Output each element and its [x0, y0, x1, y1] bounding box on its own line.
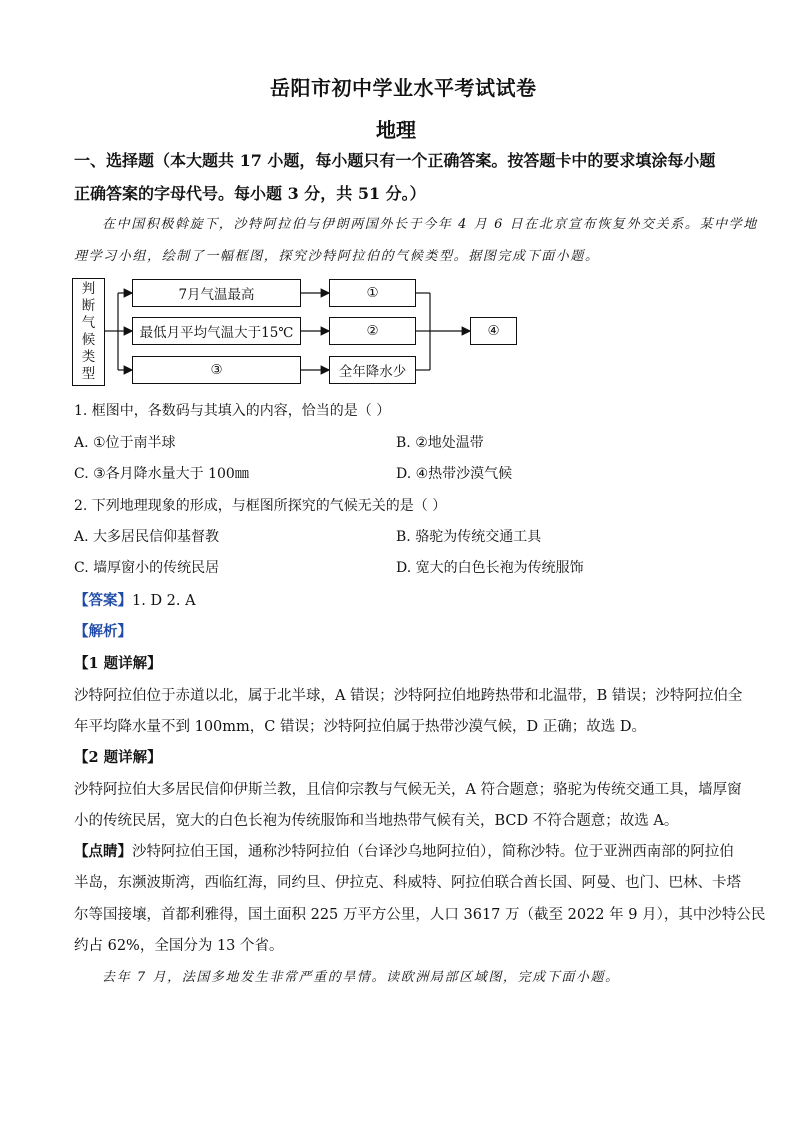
judge-char: 断 [81, 298, 96, 314]
section-heading-line1: 一、选择题（本大题共 17 小题，每小题只有一个正确答案。按答题卡中的要求填涂每小题 [74, 151, 716, 170]
question-1-option-d: D. ④热带沙漠气候 [396, 466, 513, 482]
section-heading-line2: 正确答案的字母代号。每小题 3 分，共 51 分。） [74, 184, 426, 203]
judge-char: 候 [81, 332, 96, 348]
question-2-option-d: D. 宽大的白色长袍为传统服饰 [396, 560, 584, 576]
detail-1-line1: 沙特阿拉伯位于赤道以北，属于北半球，A 错误；沙特阿拉伯地跨热带和北温带，B 错误；沙特阿拉伯全 [74, 688, 743, 704]
intro-2-text: 去年 7 月，法国多地发生非常严重的旱情。读欧洲局部区域图，完成下面小题。 [102, 970, 620, 985]
question-2-option-b: B. 骆驼为传统交通工具 [396, 529, 542, 545]
box-circle-2: ② [329, 317, 416, 345]
point-line4: 约占 62%，全国分为 13 个省。 [74, 938, 284, 954]
analysis-row [74, 620, 132, 641]
detail-2-line2: 小的传统民居，宽大的白色长袍为传统服饰和当地热带气候有关，BCD 不符合题意；故选 A。 [74, 813, 679, 829]
box-low-rainfall: 全年降水少 [329, 356, 416, 384]
point-line3: 尔等国接壤，首都利雅得，国土面积 225 万平方公里，人口 3617 万（截至 2022 年 9 月），其中沙特公民 [74, 907, 766, 923]
judge-char: 气 [81, 315, 96, 331]
analysis-label: 【解析】 [74, 623, 132, 640]
point-line1: 沙特阿拉伯王国，通称沙特阿拉伯（台译沙乌地阿拉伯），简称沙特。位于亚洲西南部的阿拉伯 [132, 844, 734, 860]
judge-char: 类 [81, 349, 96, 365]
intro-text-line1: 在中国积极斡旋下，沙特阿拉伯与伊朗两国外长于今年 4 月 6 日在北京宣布恢复外交关系。某中学地 [102, 217, 758, 232]
box-july-temp: 7月气温最高 [132, 279, 301, 307]
box-circle-1: ① [329, 279, 416, 307]
question-1-option-a: A. ①位于南半球 [74, 435, 176, 451]
question-2-option-a: A. 大多居民信仰基督教 [74, 529, 220, 545]
box-circle-4: ④ [470, 317, 517, 345]
answer-row [74, 589, 196, 610]
question-2-option-c: C. 墙厚窗小的传统民居 [74, 560, 220, 576]
answer-label: 【答案】 [74, 592, 132, 609]
point-line2: 半岛，东濒波斯湾，西临红海，同约旦、伊拉克、科威特、阿拉伯联合酋长国、阿曼、也门、巴林、卡塔 [74, 875, 741, 891]
box-min-temp: 最低月平均气温大于15℃ [132, 317, 301, 345]
question-1-option-c: C. ③各月降水量大于 100㎜ [74, 466, 249, 482]
page-title: 岳阳市初中学业水平考试试卷 [270, 76, 537, 100]
detail-1-line2: 年平均降水量不到 100mm，C 错误；沙特阿拉伯属于热带沙漠气候，D 正确；故选 D。 [74, 719, 646, 735]
detail-1-label: 【1 题详解】 [74, 655, 162, 672]
question-2-stem: 2. 下列地理现象的形成，与框图所探究的气候无关的是（ ） [74, 498, 447, 514]
judge-char: 判 [81, 281, 96, 297]
point-row [74, 840, 734, 861]
detail-2-line1: 沙特阿拉伯大多居民信仰伊斯兰教，且信仰宗教与气候无关，A 符合题意；骆驼为传统交通工具，墙厚窗 [74, 782, 742, 798]
subject-title: 地理 [376, 118, 416, 142]
answer-text: 1. D 2. A [132, 593, 196, 609]
intro-text-line2: 理学习小组，绘制了一幅框图，探究沙特阿拉伯的气候类型。据图完成下面小题。 [74, 249, 600, 264]
judge-char: 型 [81, 366, 96, 382]
question-1-stem: 1. 框图中，各数码与其填入的内容，恰当的是（ ） [74, 403, 391, 419]
detail-2-label: 【2 题详解】 [74, 749, 162, 766]
point-label: 【点睛】 [74, 843, 132, 860]
question-1-option-b: B. ②地处温带 [396, 435, 484, 451]
judge-climate-box [72, 278, 105, 386]
box-circle-3: ③ [132, 356, 301, 384]
